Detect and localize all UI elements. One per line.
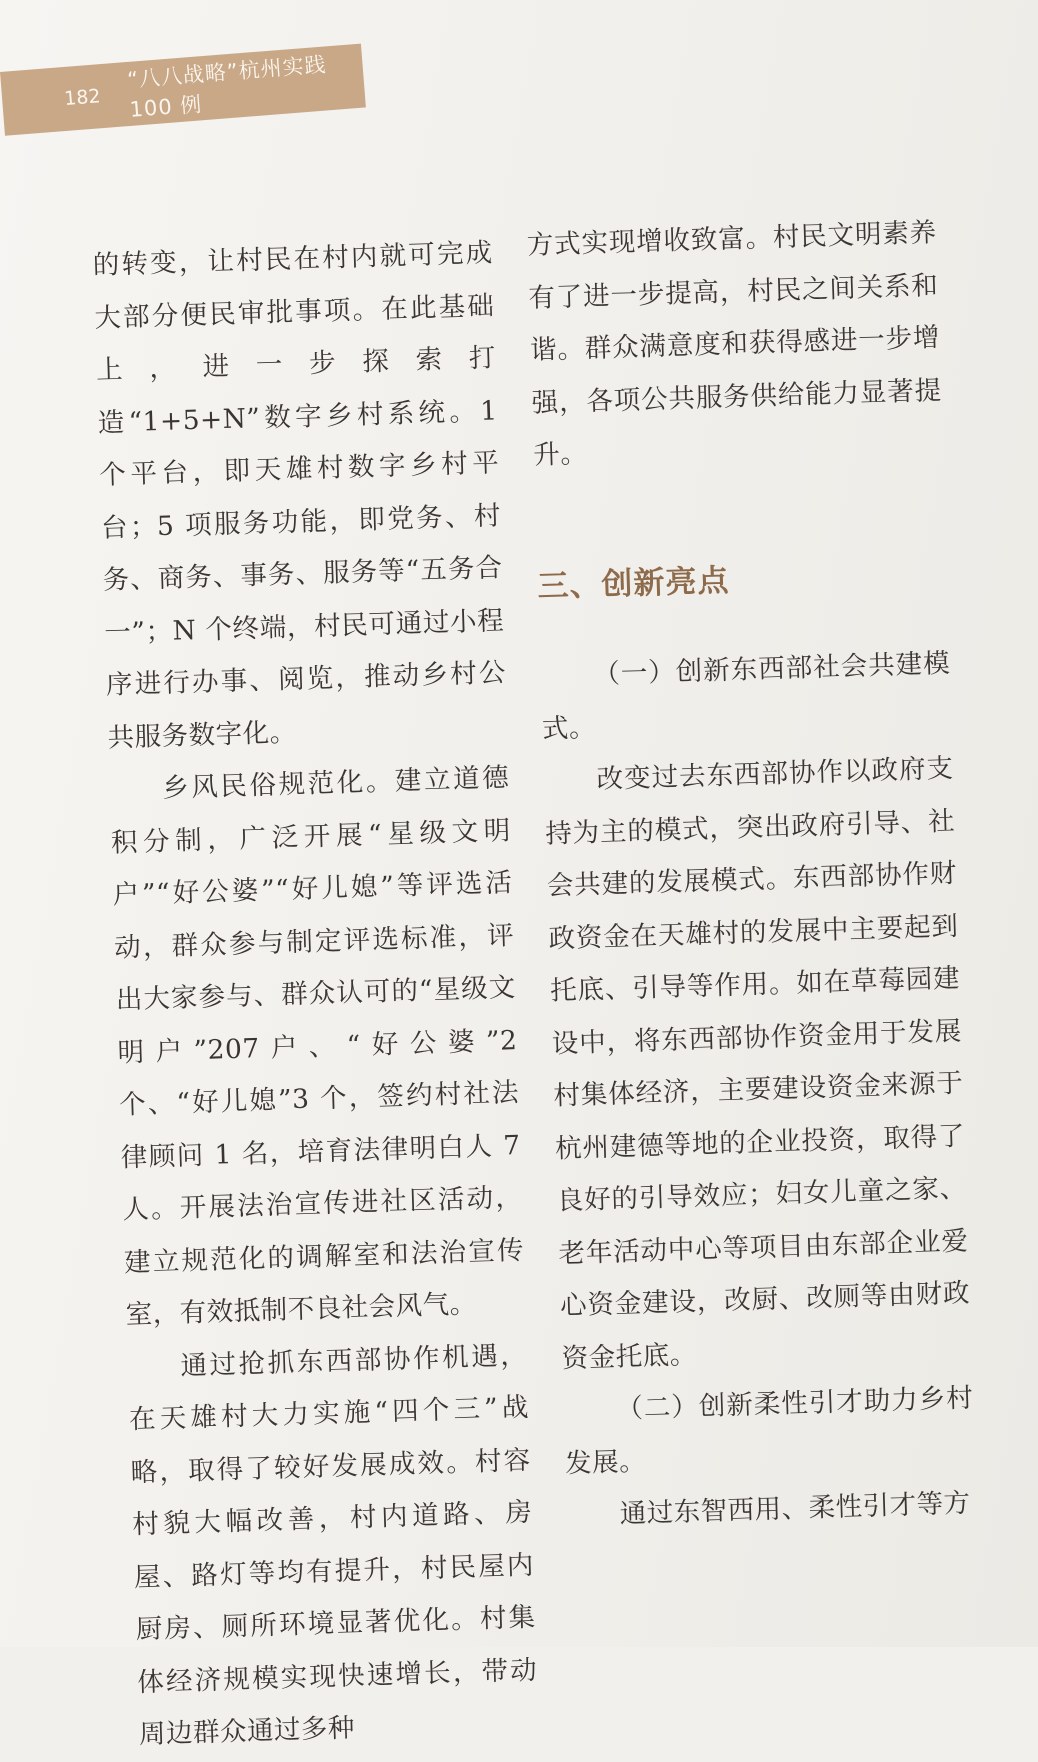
running-header — [0, 44, 366, 136]
left-column — [92, 227, 540, 1761]
paragraph: 通过东智西用、柔性引才等方 — [619, 1487, 972, 1530]
paragraph: 改变过去东西部协作以政府支持为主的模式，突出政府引导、社会共建的发展模式。东西部协作财政资金在天雄村的发展中主要起到托底、引导等作用。如在草莓园建设中，将东西部协作资金用于发展村集体经济，主要建设资金来源于杭州建德等地的企业投资，取得了良好的引导效应；妇女儿童之家、老年活动中心等项目由东部企业爱心资金建设，改厨、改厕等由财政资金托底。 — [544, 752, 971, 1374]
book-title: “八八战略”杭州实践 100 例 — [126, 52, 328, 122]
paragraph: 通过抢抓东西部协作机遇，在天雄村大力实施“四个三”战略，取得了较好发展成效。村容村貌大幅改善，村内道路、房屋、路灯等均有提升，村民屋内厨房、厕所环境显著优化。村集体经济规模实现快速增长，带动周边群众通过多种 — [128, 1339, 538, 1751]
right-column — [526, 207, 977, 1543]
paragraph: 方式实现增收致富。村民文明素养有了进一步提高，村民之间关系和谐。群众满意度和获得感进一步增强，各项公共服务供给能力显著提升。 — [526, 217, 943, 471]
section-heading: 三、创新亮点 — [536, 562, 730, 605]
page-number: 182 — [63, 85, 102, 111]
subsection-heading: （二）创新柔性引才助力乡村发展。 — [564, 1382, 974, 1479]
subsection-heading: （一）创新东西部社会共建模式。 — [541, 647, 951, 745]
paragraph: 乡风民俗规范化。建立道德积分制，广泛开展“星级文明户”“好公婆”“好儿媳”等评选活动，群众参与制定评选标准，评出大家参与、群众认可的“星级文明户”207户、“好公婆”2 个、“好儿媳”3 个，签约村社法律顾问 1 名，培育法律明白人 7 人。开展法治宣传进社区活动，建立规范化的调解室和法治宣传室，有效抵制不良社会风气。 — [110, 762, 525, 1331]
paragraph: 的转变，让村民在村内就可完成大部分便民审批事项。在此基础上，进一步探索打造“1+5+N”数字乡村系统。1 个平台，即天雄村数字乡村平台；5 项服务功能，即党务、村务、商务、事务、服务等“五务合一”；N 个终端，村民可通过小程序进行办事、阅览，推动乡村公共服务数字化。 — [92, 237, 507, 754]
